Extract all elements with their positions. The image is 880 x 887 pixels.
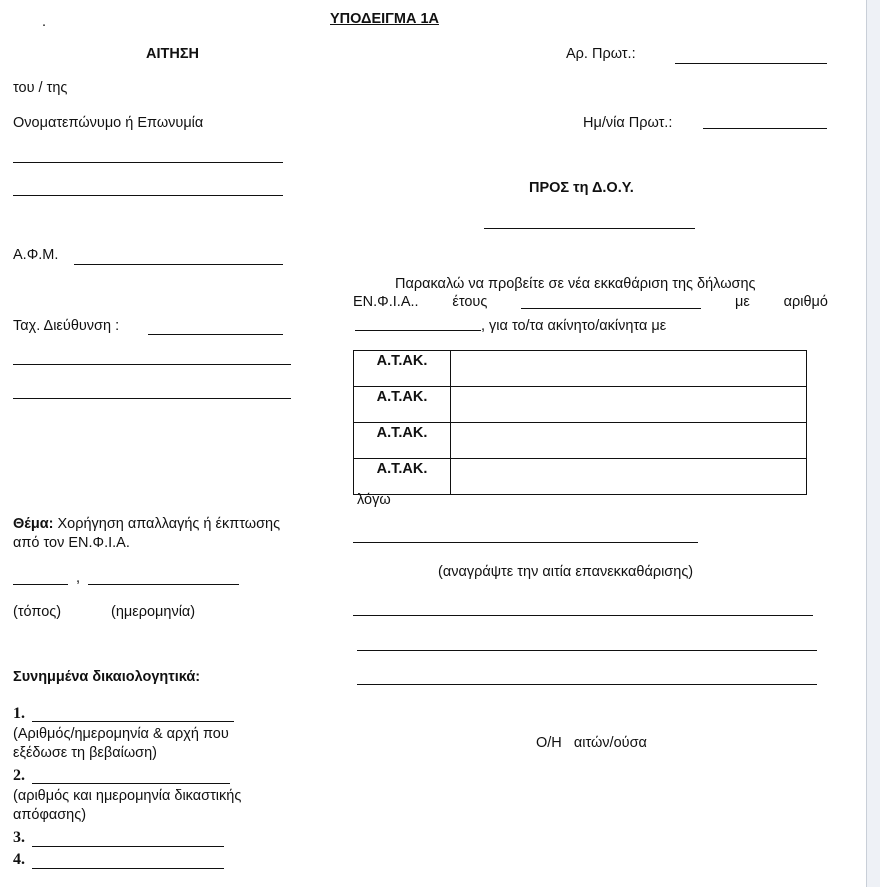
tax-office-field[interactable]	[484, 228, 695, 229]
reason-field[interactable]	[353, 542, 698, 543]
req-year-blank[interactable]	[521, 294, 701, 309]
request-text-line-2	[353, 294, 828, 310]
to-tax-office-heading: ΠΡΟΣ τη Δ.Ο.Υ.	[529, 180, 634, 196]
place-field[interactable]	[13, 584, 68, 585]
date-hint: (ημερομηνία)	[111, 604, 196, 620]
atak-value-cell[interactable]	[451, 459, 807, 495]
attachment-2-number: 2.	[13, 767, 25, 784]
request-text-line-3: , για το/τα ακίνητο/ακίνητα με	[481, 318, 667, 334]
declaration-number-field[interactable]	[355, 330, 481, 331]
subject-label: Θέμα:	[13, 516, 54, 532]
reason-line-4[interactable]	[357, 684, 817, 685]
attachment-4-number: 4.	[13, 851, 25, 868]
protocol-date-field[interactable]	[703, 128, 827, 129]
page-edge	[866, 0, 880, 887]
attachment-3-number: 3.	[13, 829, 25, 846]
tou-tis-label: του / της	[13, 80, 68, 96]
attachment-4-field[interactable]	[32, 868, 224, 869]
subject-line-2: από τον ΕΝ.Φ.Ι.Α.	[13, 535, 130, 551]
protocol-number-label: Αρ. Πρωτ.:	[566, 46, 636, 62]
atak-label: Α.Τ.ΑΚ.	[354, 387, 451, 423]
table-row	[354, 423, 807, 459]
atak-value-cell[interactable]	[451, 423, 807, 459]
req-enfia: ΕΝ.Φ.Ι.Α..	[353, 294, 419, 310]
table-row	[354, 459, 807, 495]
name-label: Ονοματεπώνυμο ή Επωνυμία	[13, 115, 204, 131]
atak-table	[353, 350, 807, 495]
atak-label: Α.Τ.ΑΚ.	[354, 351, 451, 387]
reason-line-3[interactable]	[357, 650, 817, 651]
address-line-2[interactable]	[13, 364, 291, 365]
address-field[interactable]	[148, 334, 283, 335]
attachment-1-note-1: (Αριθμός/ημερομηνία & αρχή που	[13, 726, 229, 742]
protocol-number-field[interactable]	[675, 63, 827, 64]
aitisi-heading: ΑΙΤΗΣΗ	[146, 46, 200, 62]
reason-line-2[interactable]	[353, 615, 813, 616]
afm-label: Α.Φ.Μ.	[13, 247, 59, 263]
attachment-1-number: 1.	[13, 705, 25, 722]
attachment-1-note-2: εξέδωσε τη βεβαίωση)	[13, 745, 157, 761]
signatory-label: Ο/Η αιτών/ούσα	[536, 735, 647, 751]
place-hint: (τόπος)	[13, 604, 62, 620]
atak-label: Α.Τ.ΑΚ.	[354, 459, 451, 495]
req-number-word: αριθμό	[783, 294, 828, 310]
reason-hint: (αναγράψτε την αιτία επανεκκαθάρισης)	[438, 564, 694, 580]
date-field[interactable]	[88, 584, 239, 585]
stray-dot: .	[42, 14, 47, 30]
subject-line-1	[13, 516, 280, 532]
table-row	[354, 351, 807, 387]
attachments-title: Συνημμένα δικαιολογητικά:	[13, 669, 201, 685]
place-date-separator: ,	[76, 570, 81, 586]
table-row	[354, 387, 807, 423]
atak-label: Α.Τ.ΑΚ.	[354, 423, 451, 459]
page-title: ΥΠΟΔΕΙΓΜΑ 1Α	[330, 11, 439, 27]
req-with-word: με	[734, 294, 750, 310]
address-label: Ταχ. Διεύθυνση :	[13, 318, 120, 334]
attachment-3-field[interactable]	[32, 846, 224, 847]
protocol-date-label: Ημ/νία Πρωτ.:	[583, 115, 673, 131]
attachment-1-field[interactable]	[32, 721, 234, 722]
request-text-line-1: Παρακαλώ να προβείτε σε νέα εκκαθάριση της δήλωσης	[395, 276, 756, 292]
name-line-2[interactable]	[13, 195, 283, 196]
attachment-2-field[interactable]	[32, 783, 230, 784]
req-year-word: έτους	[452, 294, 488, 310]
atak-value-cell[interactable]	[451, 387, 807, 423]
attachment-2-note-2: απόφασης)	[13, 807, 87, 823]
attachment-2-note-1: (αριθμός και ημερομηνία δικαστικής	[13, 788, 242, 804]
reason-label: λόγω	[357, 492, 391, 508]
afm-field[interactable]	[74, 264, 283, 265]
name-line-1[interactable]	[13, 162, 283, 163]
address-line-3[interactable]	[13, 398, 291, 399]
atak-value-cell[interactable]	[451, 351, 807, 387]
subject-text: Χορήγηση απαλλαγής ή έκπτωσης	[57, 516, 281, 532]
